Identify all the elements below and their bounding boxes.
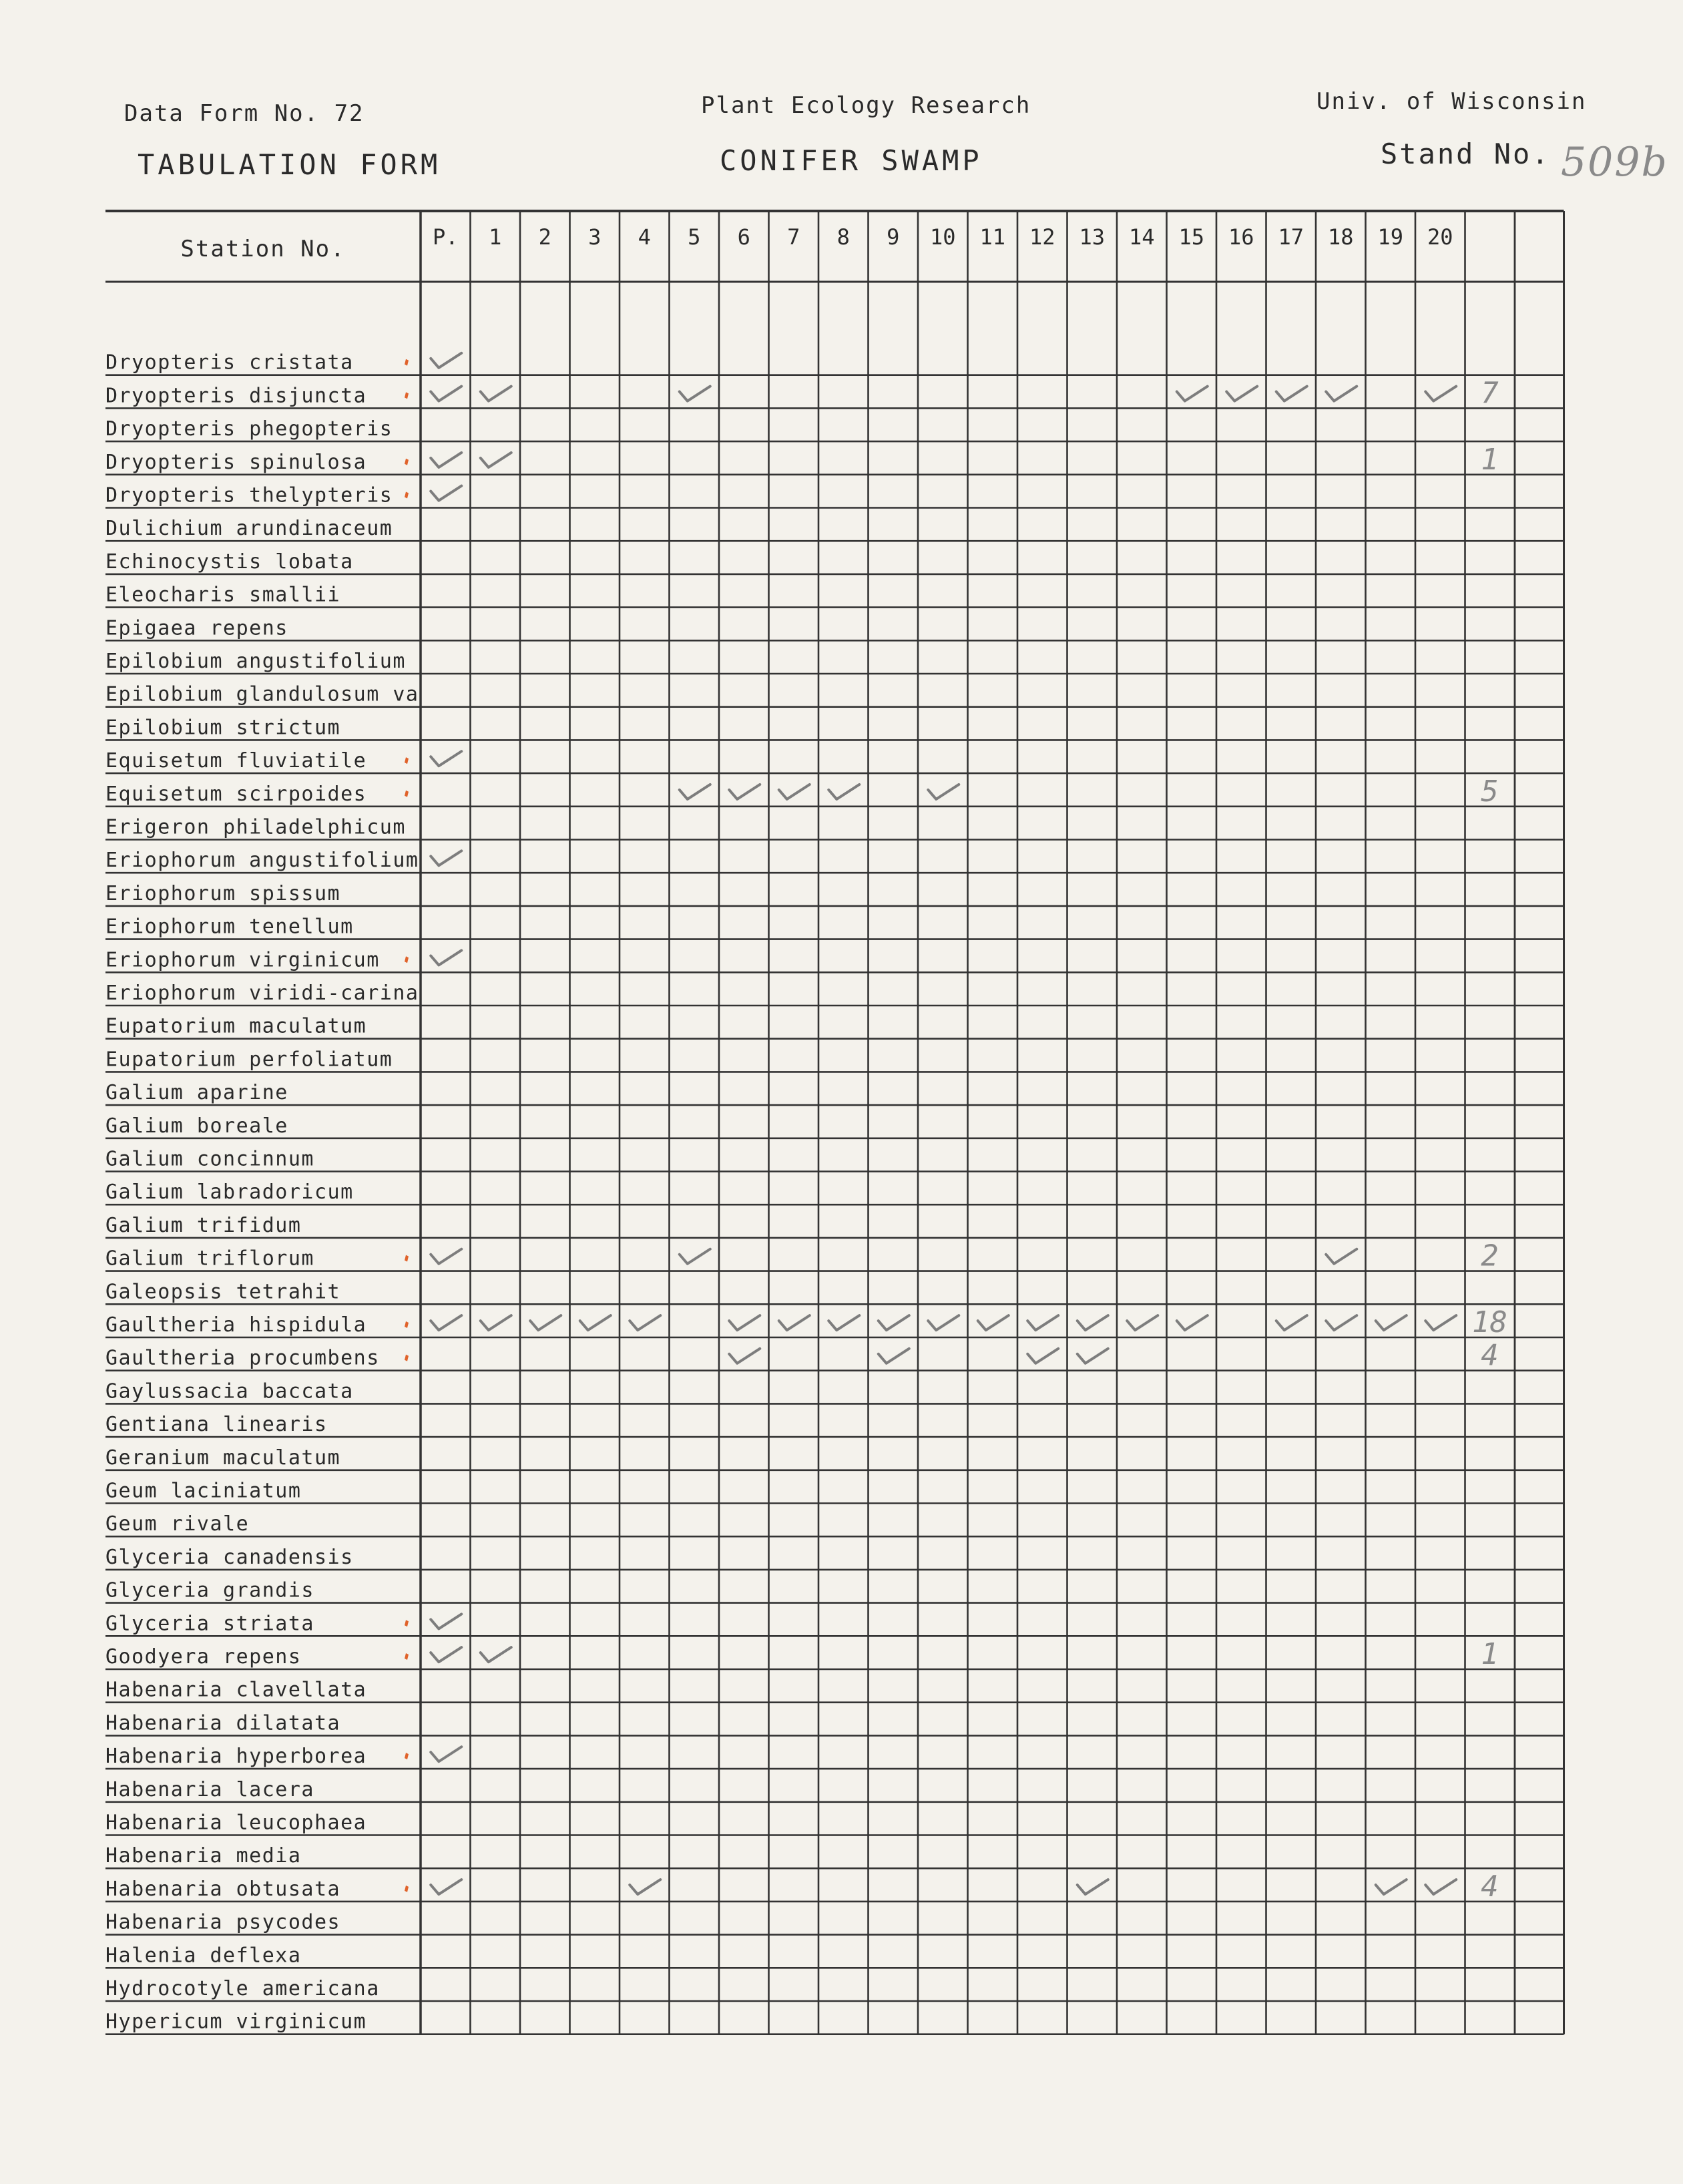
species-name: Habenaria psycodes — [105, 1910, 341, 1934]
annotation-mark — [405, 1886, 409, 1892]
check-mark — [879, 1349, 909, 1363]
check-mark — [431, 1647, 461, 1662]
check-mark — [431, 851, 461, 865]
check-mark — [431, 387, 461, 401]
check-mark — [481, 387, 511, 401]
check-mark — [481, 1647, 511, 1662]
species-name: Erigeron philadelphicum — [105, 815, 406, 839]
species-name: Galium trifidum — [105, 1213, 302, 1237]
species-name: Dryopteris cristata — [105, 351, 354, 375]
check-mark — [1226, 387, 1257, 401]
check-mark — [1326, 1249, 1357, 1264]
species-name: Habenaria obtusata — [105, 1877, 341, 1901]
column-header-16: 16 — [1228, 224, 1254, 250]
check-mark — [431, 1249, 461, 1264]
check-mark — [431, 486, 461, 501]
annotation-mark — [405, 459, 409, 465]
column-header-14: 14 — [1128, 224, 1155, 250]
check-mark — [1425, 387, 1456, 401]
stand-label: Stand No. — [1381, 138, 1551, 170]
check-mark — [1177, 1315, 1208, 1330]
check-mark — [1077, 1880, 1108, 1894]
check-mark — [879, 1315, 909, 1330]
species-name: Halenia deflexa — [105, 1944, 302, 1968]
species-name: Habenaria hyperborea — [105, 1745, 367, 1769]
check-mark — [431, 353, 461, 368]
check-mark — [680, 387, 710, 401]
row-total: 4 — [1481, 1869, 1499, 1904]
species-name: Eriophorum spissum — [105, 881, 341, 905]
row-total: 7 — [1481, 376, 1499, 411]
check-mark — [1177, 387, 1208, 401]
check-mark — [1077, 1315, 1108, 1330]
column-header-19: 19 — [1377, 224, 1404, 250]
check-mark — [1326, 387, 1357, 401]
species-name: Habenaria leucophaea — [105, 1811, 367, 1835]
column-header-20: 20 — [1427, 224, 1453, 250]
check-mark — [1276, 1315, 1307, 1330]
species-name: Eriophorum virginicum — [105, 948, 380, 972]
column-header-9: 9 — [887, 224, 900, 250]
annotation-mark — [405, 1255, 409, 1262]
check-mark — [530, 1315, 561, 1330]
column-header-11: 11 — [979, 224, 1006, 250]
row-total: 5 — [1481, 774, 1499, 809]
species-name: Hypericum virginicum — [105, 2010, 367, 2034]
species-name: Epilobium strictum — [105, 716, 341, 740]
row-total: 2 — [1481, 1239, 1499, 1273]
species-name: Galium aparine — [105, 1081, 288, 1105]
annotation-mark — [405, 359, 409, 366]
check-mark — [1376, 1315, 1407, 1330]
species-name: Eriophorum tenellum — [105, 915, 354, 939]
species-name: Dryopteris disjuncta — [105, 384, 367, 408]
check-mark — [1376, 1880, 1407, 1894]
species-name: Glyceria striata — [105, 1612, 314, 1636]
column-header-5: 5 — [688, 224, 701, 250]
species-name: Eupatorium perfoliatum — [105, 1048, 393, 1072]
species-name: Glyceria grandis — [105, 1578, 314, 1602]
column-header-2: 2 — [538, 224, 551, 250]
check-mark — [1326, 1315, 1357, 1330]
check-mark — [928, 1315, 959, 1330]
check-mark — [828, 785, 859, 799]
annotation-mark — [405, 956, 409, 963]
stand-number: 509b — [1561, 139, 1668, 186]
check-mark — [1027, 1349, 1058, 1363]
check-mark — [431, 1880, 461, 1894]
column-header-10: 10 — [929, 224, 956, 250]
check-mark — [431, 453, 461, 467]
species-name: Dryopteris phegopteris — [105, 417, 393, 441]
check-mark — [1077, 1349, 1108, 1363]
annotation-mark — [405, 492, 409, 499]
species-name: Gaultheria hispidula — [105, 1313, 367, 1337]
check-mark — [481, 1315, 511, 1330]
species-name: Habenaria clavellata — [105, 1678, 367, 1702]
check-mark — [680, 1249, 710, 1264]
species-name: Dulichium arundinaceum — [105, 517, 393, 541]
column-header-17: 17 — [1278, 224, 1304, 250]
species-name: Gaylussacia baccata — [105, 1379, 354, 1403]
species-name: Galium boreale — [105, 1114, 288, 1138]
species-name: Goodyera repens — [105, 1645, 302, 1669]
row-total: 4 — [1481, 1338, 1499, 1373]
station-number-header: Station No. — [180, 236, 346, 262]
species-name: Echinocystis lobata — [105, 550, 354, 574]
species-name: Eriophorum angustifolium — [105, 849, 419, 873]
research-title: Plant Ecology Research — [701, 92, 1031, 119]
check-mark — [680, 785, 710, 799]
species-name: Galium triflorum — [105, 1247, 314, 1271]
institution: Univ. of Wisconsin — [1316, 88, 1587, 115]
species-name: Habenaria lacera — [105, 1777, 314, 1801]
column-header-8: 8 — [836, 224, 850, 250]
check-mark — [431, 1614, 461, 1628]
check-mark — [630, 1880, 660, 1894]
check-mark — [431, 1315, 461, 1330]
check-mark — [431, 950, 461, 965]
species-name: Galium concinnum — [105, 1147, 314, 1171]
species-name: Habenaria dilatata — [105, 1711, 341, 1735]
check-mark — [1027, 1315, 1058, 1330]
annotation-mark — [405, 1321, 409, 1328]
check-mark — [1425, 1880, 1456, 1894]
annotation-mark — [405, 1620, 409, 1626]
annotation-mark — [405, 1355, 409, 1361]
check-mark — [431, 751, 461, 766]
species-name: Galium labradoricum — [105, 1180, 354, 1205]
species-name: Gaultheria procumbens — [105, 1346, 380, 1370]
row-total: 1 — [1481, 442, 1499, 477]
form-title: TABULATION FORM — [138, 148, 441, 181]
species-name: Habenaria media — [105, 1844, 302, 1868]
check-mark — [828, 1315, 859, 1330]
species-name: Epilobium glandulosum va — [105, 682, 419, 706]
form-number: Data Form No. 72 — [124, 100, 365, 127]
species-name: Geum rivale — [105, 1512, 250, 1536]
species-name: Hydrocotyle americana — [105, 1977, 380, 2000]
column-header-18: 18 — [1327, 224, 1354, 250]
check-mark — [1127, 1315, 1158, 1330]
species-name: Equisetum fluviatile — [105, 749, 367, 773]
column-header-13: 13 — [1079, 224, 1106, 250]
annotation-mark — [405, 392, 409, 399]
species-name: Glyceria canadensis — [105, 1545, 354, 1569]
column-header-4: 4 — [638, 224, 651, 250]
check-mark — [1276, 387, 1307, 401]
annotation-mark — [405, 757, 409, 764]
species-name: Galeopsis tetrahit — [105, 1280, 341, 1304]
check-mark — [580, 1315, 611, 1330]
column-header-6: 6 — [737, 224, 750, 250]
species-name: Dryopteris thelypteris — [105, 483, 393, 507]
check-mark — [729, 785, 760, 799]
species-name: Eupatorium maculatum — [105, 1014, 367, 1038]
row-total: 18 — [1472, 1305, 1507, 1339]
species-name: Eleocharis smallii — [105, 583, 341, 607]
column-header-3: 3 — [588, 224, 602, 250]
annotation-mark — [405, 791, 409, 797]
row-total: 1 — [1481, 1637, 1499, 1671]
check-mark — [779, 785, 810, 799]
check-mark — [928, 785, 959, 799]
community-title: CONIFER SWAMP — [720, 144, 983, 177]
column-header-1: 1 — [489, 224, 502, 250]
check-mark — [978, 1315, 1009, 1330]
species-name: Geranium maculatum — [105, 1446, 341, 1470]
species-name: Eriophorum viridi-carina — [105, 981, 419, 1005]
check-mark — [431, 1747, 461, 1761]
column-header-12: 12 — [1029, 224, 1055, 250]
check-mark — [630, 1315, 660, 1330]
check-mark — [1425, 1315, 1456, 1330]
species-name: Gentiana linearis — [105, 1413, 328, 1437]
check-mark — [481, 453, 511, 467]
check-mark — [729, 1349, 760, 1363]
annotation-mark — [405, 1753, 409, 1759]
species-name: Epilobium angustifolium — [105, 650, 406, 673]
annotation-mark — [405, 1653, 409, 1660]
species-name: Epigaea repens — [105, 616, 288, 640]
column-header-p: P. — [432, 224, 459, 250]
species-name: Equisetum scirpoides — [105, 782, 367, 806]
column-header-7: 7 — [787, 224, 800, 250]
species-name: Dryopteris spinulosa — [105, 450, 367, 474]
column-header-15: 15 — [1178, 224, 1205, 250]
species-name: Geum laciniatum — [105, 1479, 302, 1503]
check-mark — [779, 1315, 810, 1330]
check-mark — [729, 1315, 760, 1330]
